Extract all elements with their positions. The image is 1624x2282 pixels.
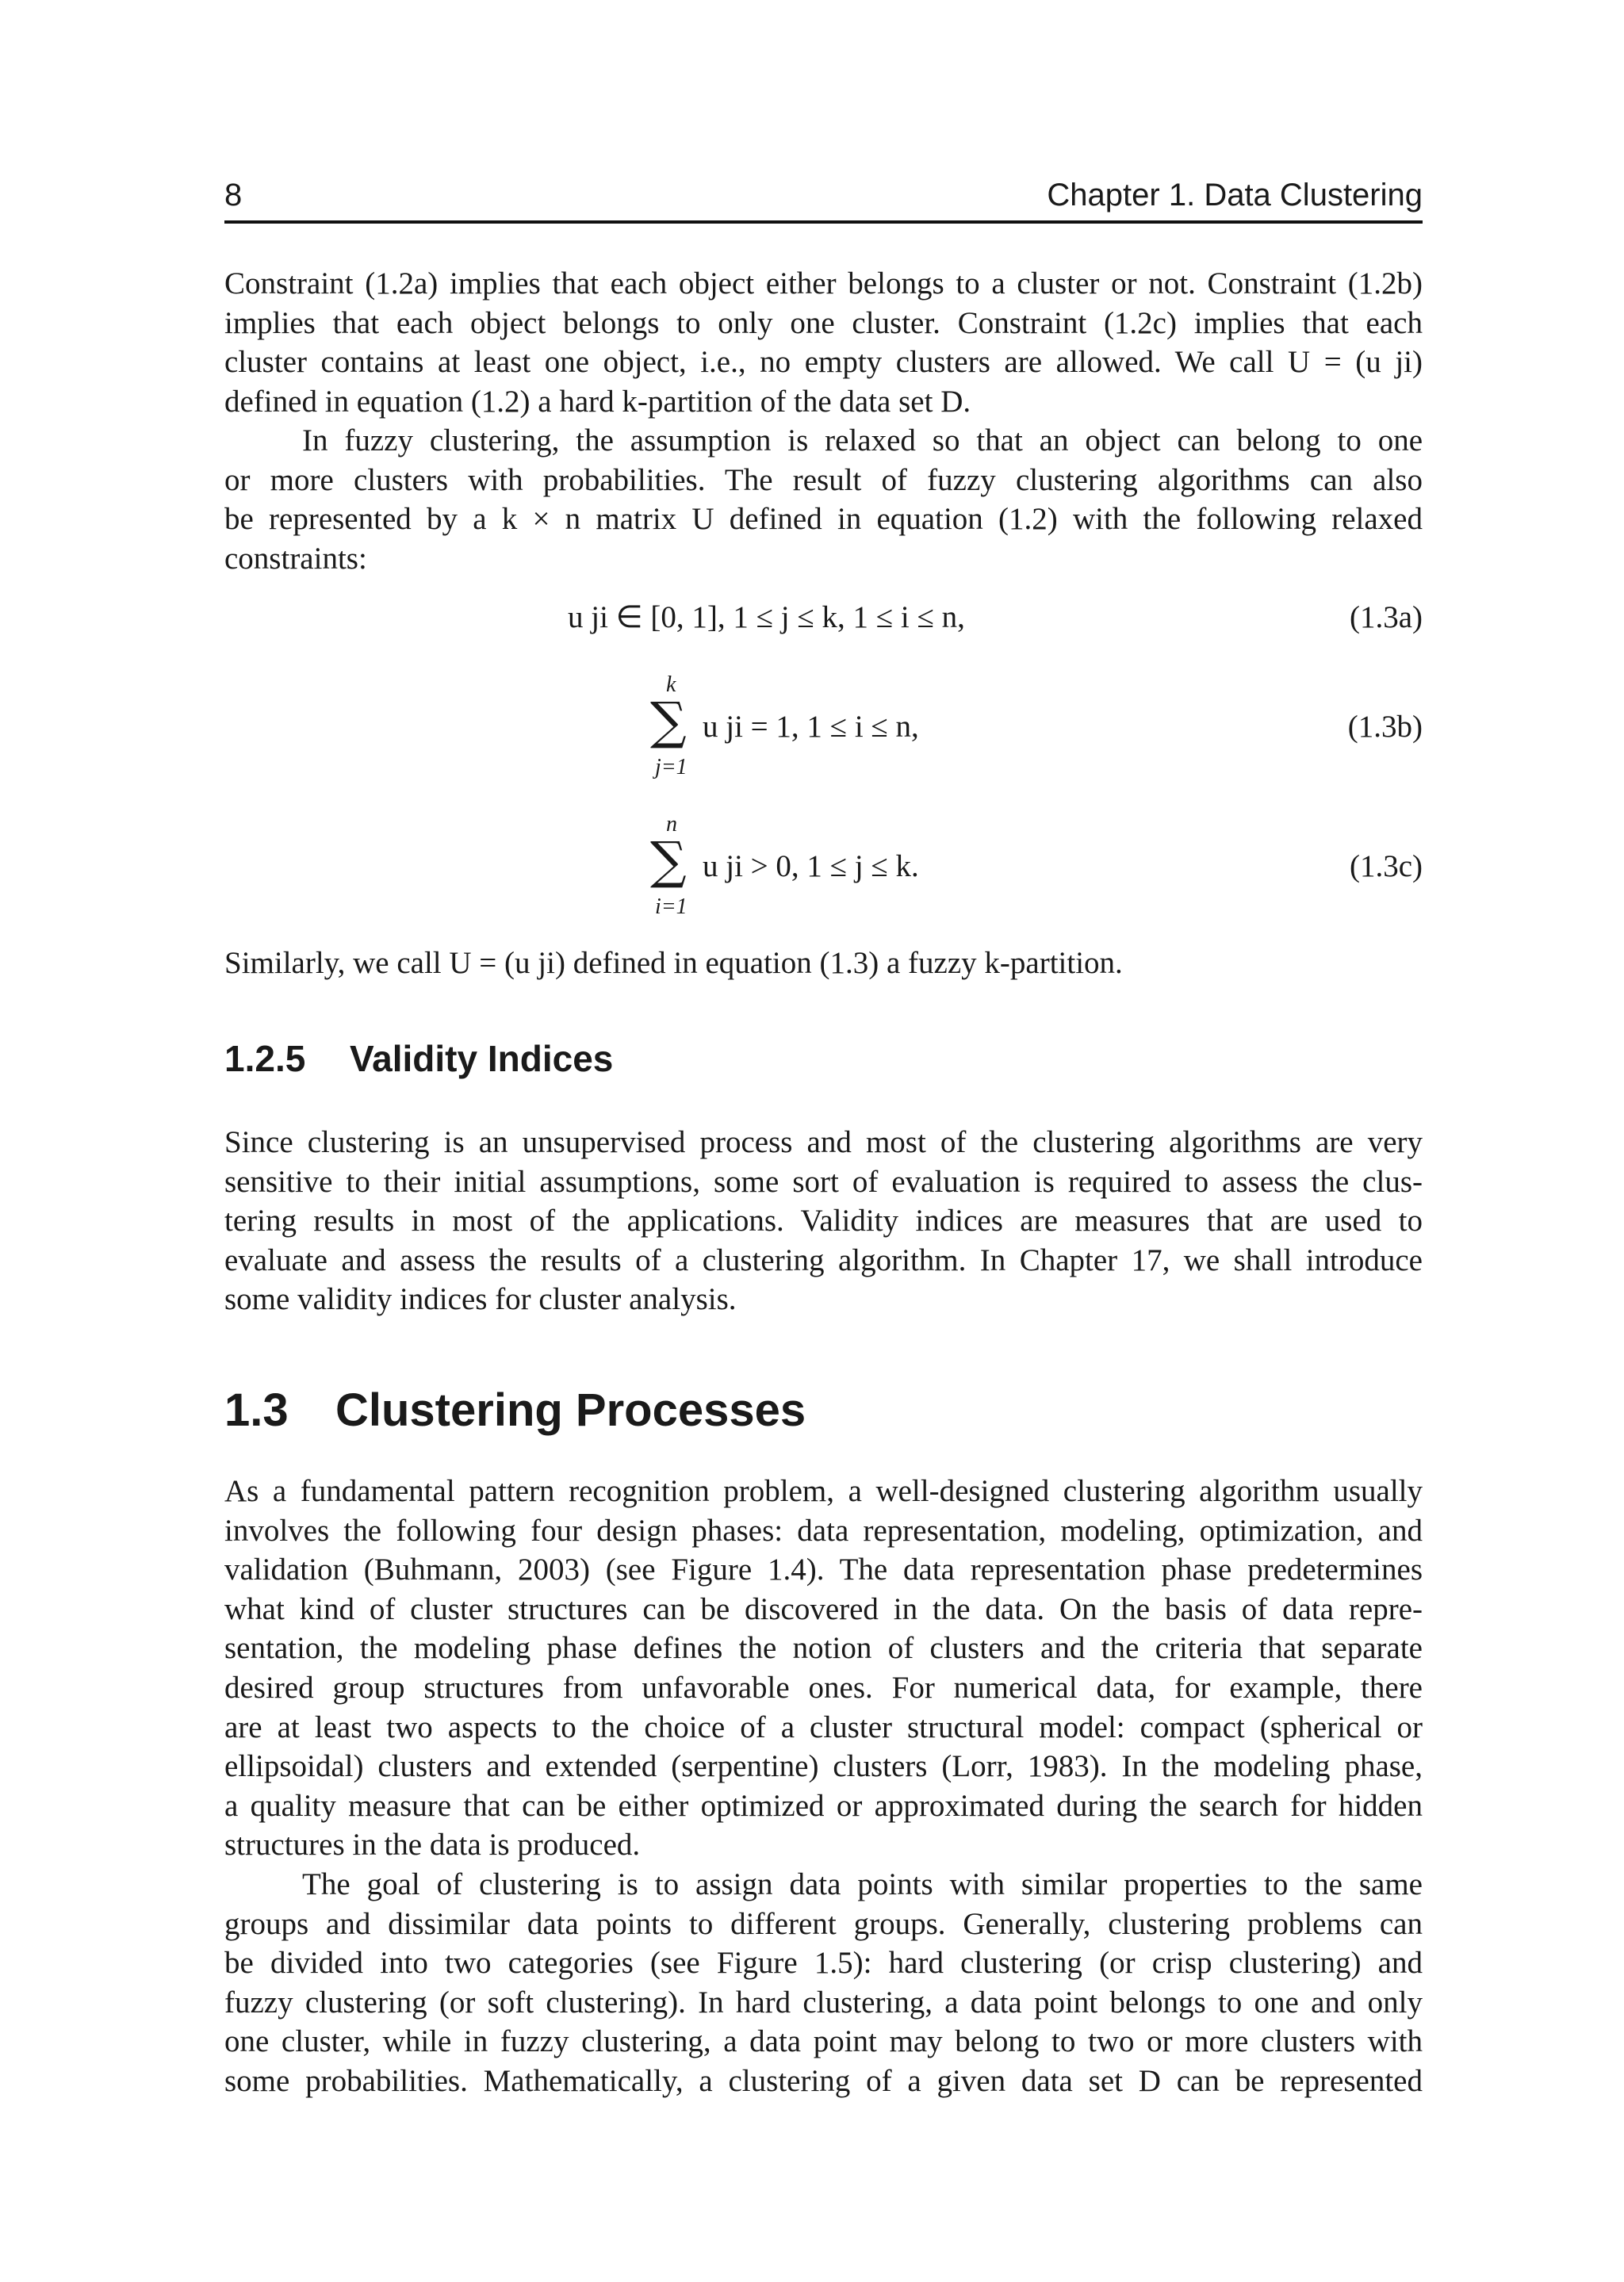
text-line: fuzzy clustering (or soft clustering). In hard clustering, a data point belongs to one and only — [224, 1985, 1423, 2020]
sum-symbol: ∑ — [650, 692, 687, 751]
equation-1-3a: u ji ∈ [0, 1], 1 ≤ j ≤ k, 1 ≤ i ≤ n, — [568, 600, 965, 634]
text-line: structures in the data is produced. — [224, 1828, 641, 1863]
section-title: Clustering Processes — [335, 1384, 806, 1436]
text-line: desired group structures from unfavorable ones. For numerical data, for example, there — [224, 1670, 1423, 1705]
paragraph-constraints — [224, 264, 1423, 421]
text-line: The goal of clustering is to assign data points with similar properties to the same — [302, 1867, 1423, 1901]
text-line: tering results in most of the applications. Validity indices are measures that are used to — [224, 1204, 1423, 1239]
text-line: sensitive to their initial assumptions, some sort of evaluation is required to assess the clus- — [224, 1164, 1423, 1199]
text-line: validation (Buhmann, 2003) (see Figure 1.4). The data representation phase predetermines — [224, 1553, 1423, 1587]
text-line: Since clustering is an unsupervised process and most of the clustering algorithms are very — [224, 1125, 1423, 1159]
section-number: 1.3 — [224, 1384, 289, 1436]
paragraph-fuzzy-partition — [224, 944, 1423, 983]
sum-upper-limit: k — [666, 672, 676, 697]
text-line: sentation, the modeling phase defines the notion of clusters and the criteria that separate — [224, 1631, 1423, 1666]
text-line: some validity indices for cluster analysis. — [224, 1282, 737, 1317]
page-header — [224, 176, 1423, 224]
paragraph-fuzzy — [224, 421, 1423, 578]
text-line: constraints: — [224, 541, 367, 576]
equation-label: (1.3c) — [1349, 849, 1423, 883]
text-line: what kind of cluster structures can be discovered in the data. On the basis of data repre- — [224, 1591, 1423, 1626]
text-line: are at least two aspects to the choice of a cluster structural model: compact (spherical or — [224, 1710, 1423, 1744]
section-number: 1.2.5 — [224, 1038, 306, 1079]
text-line: involves the following four design phases: data representation, modeling, optimization, and — [224, 1513, 1423, 1548]
text-line: implies that each object belongs to only one cluster. Constraint (1.2c) implies that each — [224, 305, 1423, 340]
text-line: or more clusters with probabilities. The result of fuzzy clustering algorithms can also — [224, 462, 1423, 497]
text-line: be divided into two categories (see Figure 1.5): hard clustering (or crisp clustering) and — [224, 1946, 1423, 1981]
sum-upper-limit: n — [666, 812, 677, 837]
section-heading-1-2-5 — [224, 1037, 613, 1080]
sum-lower-limit: j=1 — [655, 755, 688, 779]
paragraph-processes — [224, 1472, 1423, 1865]
text-line: one cluster, while in fuzzy clustering, a data point may belong to two or more clusters with — [224, 2024, 1423, 2059]
sum-symbol: ∑ — [650, 832, 687, 890]
text-line: In fuzzy clustering, the assumption is relaxed so that an object can belong to one — [302, 423, 1423, 458]
text-line: cluster contains at least one object, i.e., no empty clusters are allowed. We call U = (u ji) — [224, 345, 1423, 380]
text-line: be represented by a k × n matrix U defined in equation (1.2) with the following relaxed — [224, 502, 1423, 537]
running-head: Chapter 1. Data Clustering — [1047, 178, 1423, 213]
text-line: Constraint (1.2a) implies that each object either belongs to a cluster or not. Constraint (1.2b) — [224, 266, 1423, 301]
text-line: ellipsoidal) clusters and extended (serpentine) clusters (Lorr, 1983). In the modeling phase, — [224, 1749, 1423, 1784]
text-line: some probabilities. Mathematically, a clustering of a given data set D can be represented — [224, 2063, 1423, 2098]
paragraph-validity — [224, 1123, 1423, 1319]
section-title: Validity Indices — [350, 1038, 614, 1079]
equation-label: (1.3b) — [1347, 710, 1423, 744]
text-line: evaluate and assess the results of a clustering algorithm. In Chapter 17, we shall introduce — [224, 1242, 1423, 1277]
equation-1-3c: u ji > 0, 1 ≤ j ≤ k. — [703, 849, 919, 883]
text-line: Similarly, we call U = (u ji) defined in equation (1.3) a fuzzy k-partition. — [224, 946, 1123, 980]
text-line: groups and dissimilar data points to different groups. Generally, clustering problems can — [224, 1906, 1423, 1941]
equation-label: (1.3a) — [1349, 600, 1423, 634]
text-line: defined in equation (1.2) a hard k-partition of the data set D. — [224, 384, 971, 419]
section-heading-1-3 — [224, 1384, 806, 1437]
sum-lower-limit: i=1 — [655, 894, 688, 919]
equation-1-3b: u ji = 1, 1 ≤ i ≤ n, — [703, 710, 919, 744]
paragraph-goal — [224, 1865, 1423, 2101]
text-line: As a fundamental pattern recognition problem, a well-designed clustering algorithm usually — [224, 1474, 1423, 1508]
text-line: a quality measure that can be either optimized or approximated during the search for hidden — [224, 1788, 1423, 1823]
page-number: 8 — [224, 178, 243, 213]
